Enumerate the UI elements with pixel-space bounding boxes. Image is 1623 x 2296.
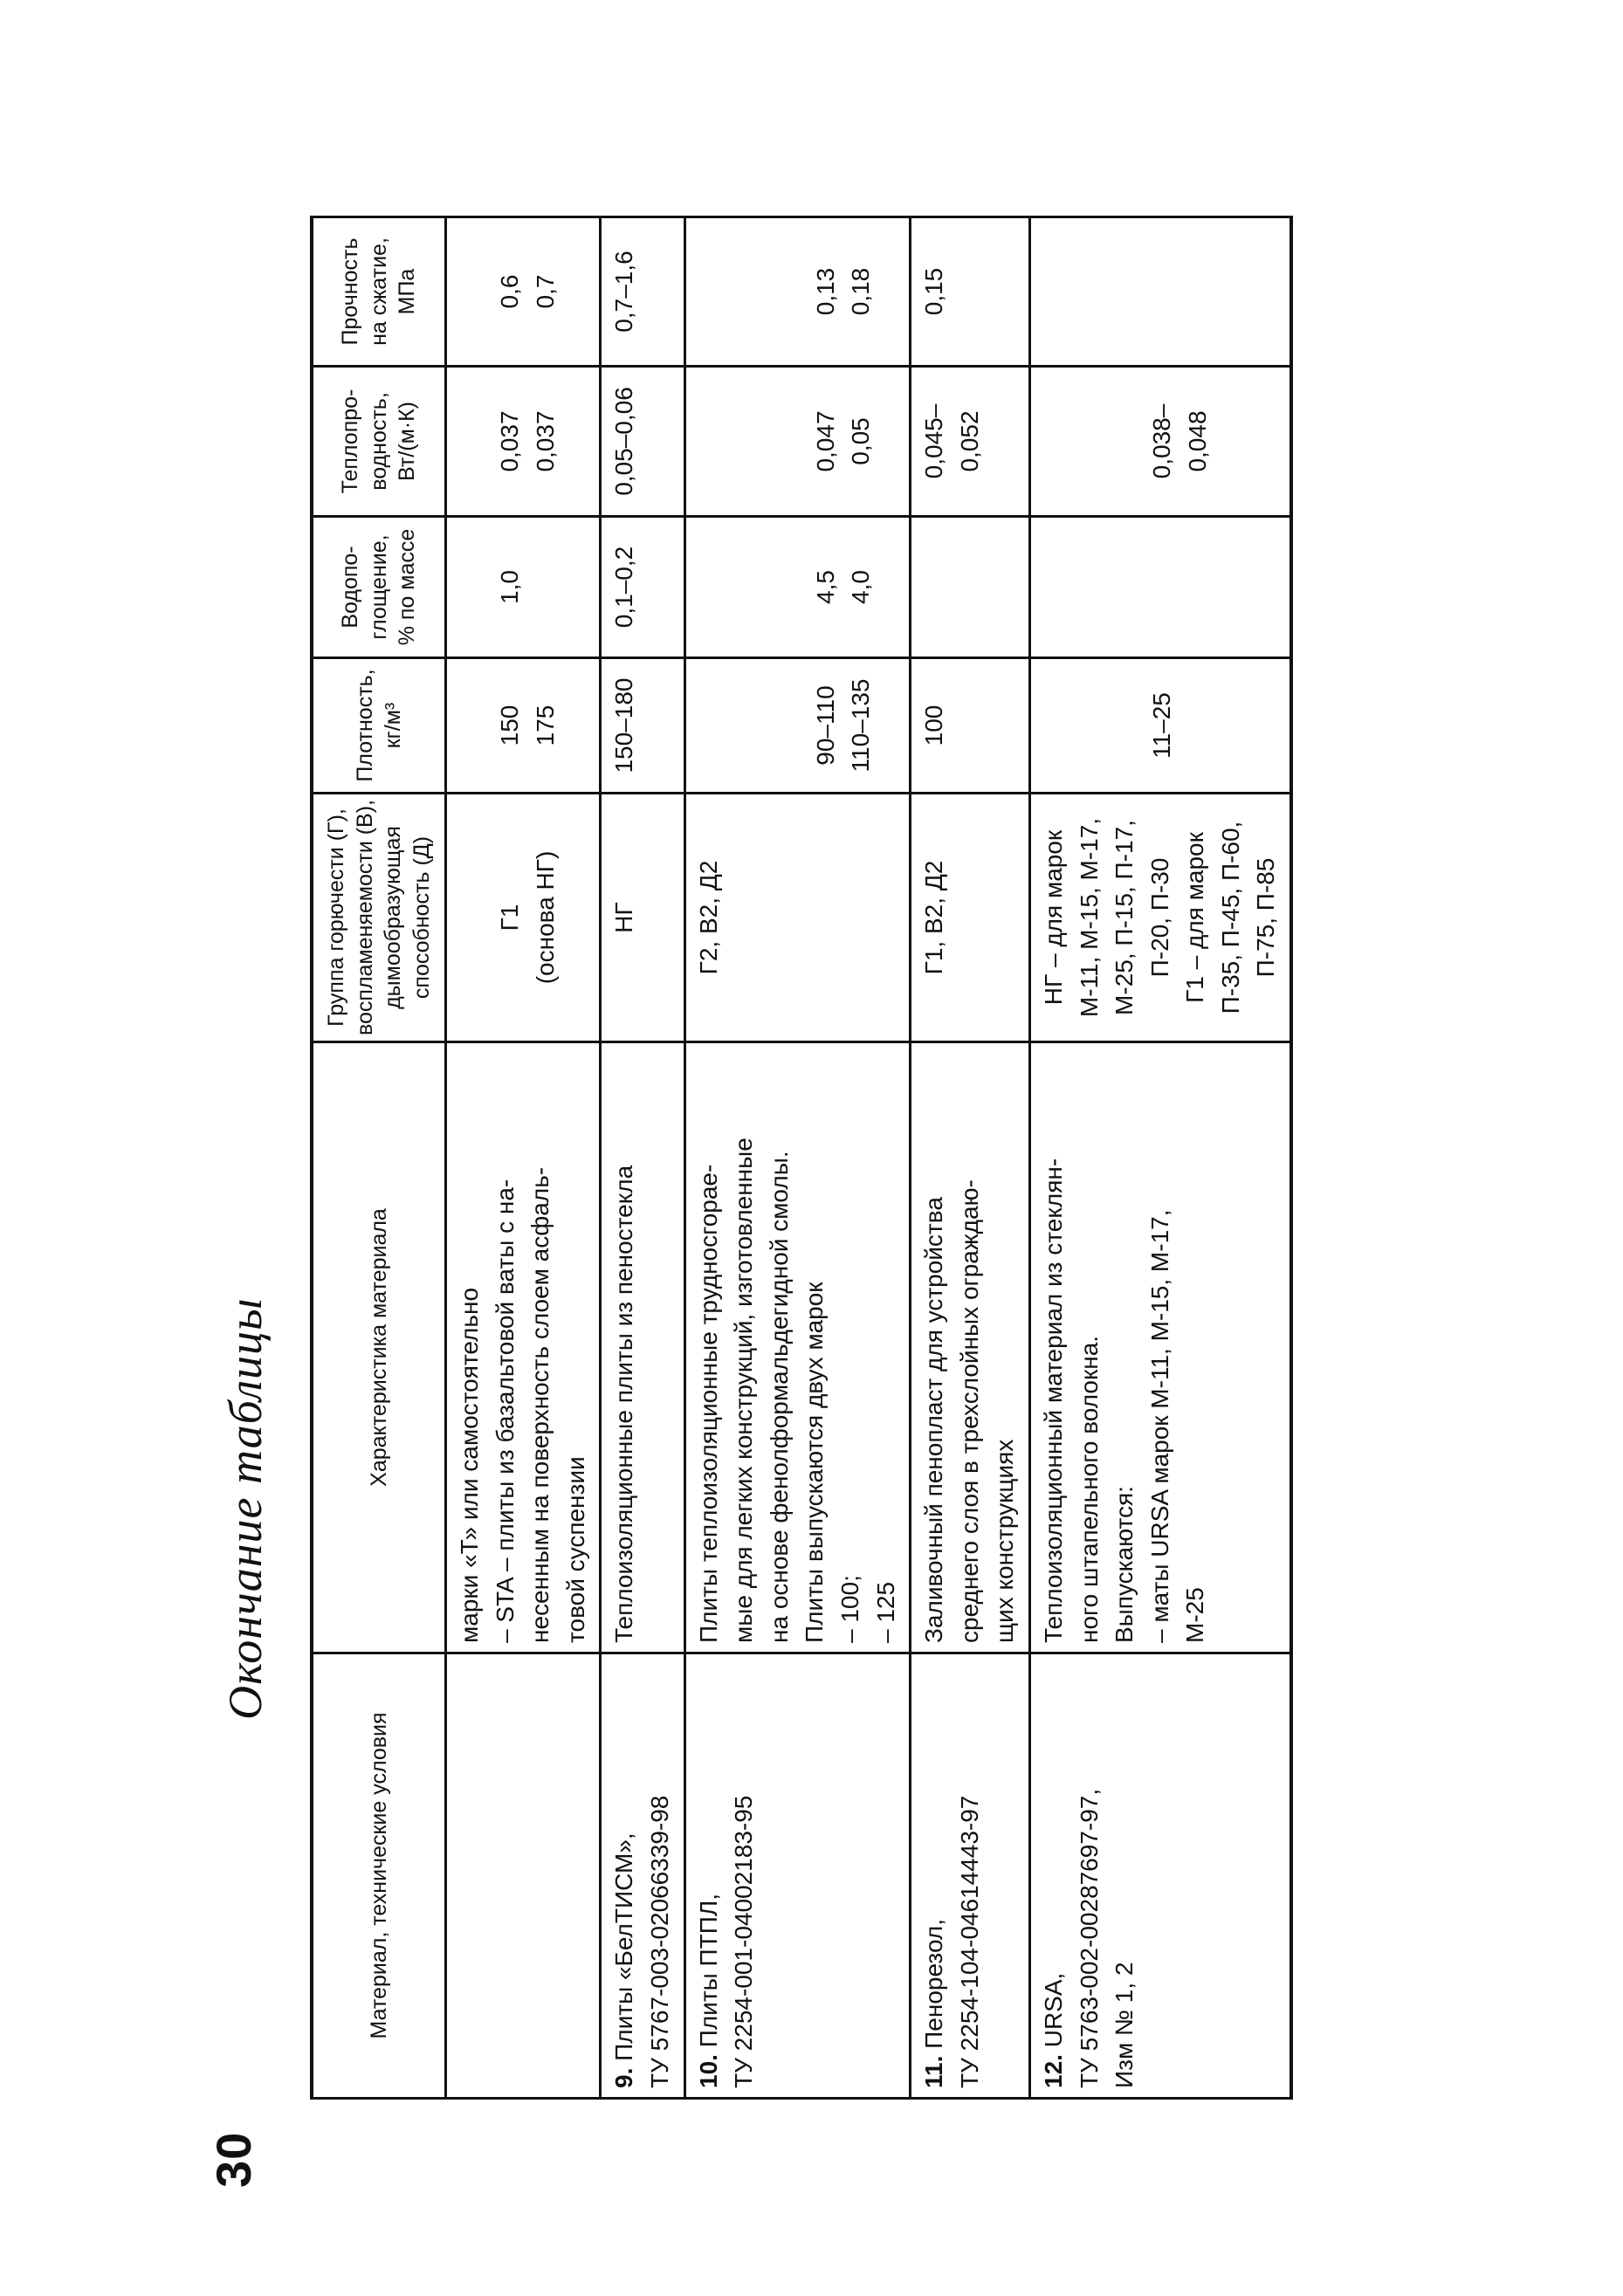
header-characteristic: Характеристика материала (312, 1042, 446, 1653)
material-number: 12. (1039, 2054, 1067, 2088)
text-line: мые для легких конструкций, изготовленные (730, 1138, 758, 1643)
materials-table (310, 216, 1293, 2100)
text-line: ТУ 2254-104-04614443-97 (955, 1795, 983, 2088)
cell-strength (684, 217, 911, 367)
table-header-row (312, 217, 446, 2099)
text-line: Плиты ПТПЛ, (694, 1893, 722, 2048)
cell-strength (446, 217, 601, 367)
text-line: М-11, М-15, М-17, (1075, 817, 1103, 1018)
cell-characteristic (1029, 1042, 1291, 1653)
cell-conductivity (684, 367, 911, 517)
cell-characteristic (911, 1042, 1030, 1653)
text-line: Теплоизоляционный материал из стеклян- (1039, 1158, 1067, 1643)
text-line: (основа НГ) (531, 850, 559, 985)
material-number: 9. (610, 2067, 638, 2088)
text-line: Г1 (496, 904, 523, 931)
text-line: 0,18 (847, 267, 875, 316)
text-line: 0,047 (811, 410, 839, 472)
cell-flammability (446, 794, 601, 1042)
text-line: – маты URSA марок М-11, М-15, М-17, (1145, 1209, 1173, 1643)
cell-water-absorption (1029, 517, 1291, 658)
text-line: НГ – для марок (1039, 829, 1067, 1006)
cell-material (911, 1653, 1030, 2099)
cell-characteristic (684, 1042, 911, 1653)
text-line: товой суспензии (561, 1456, 589, 1643)
cell-density (684, 658, 911, 794)
cell-density (446, 658, 601, 794)
text-line: на основе фенолформальдегидной смолы. (765, 1151, 793, 1643)
text-line: 0,05 (847, 417, 875, 465)
material-number: 11. (920, 2055, 948, 2088)
text-line: – STA – плиты из базальтовой ваты с на- (491, 1179, 519, 1643)
text-line: 0,6 (496, 274, 523, 309)
table-row (446, 217, 601, 2099)
header-density: Плотность, кг/м³ (312, 658, 446, 794)
text-line: 90–110 (811, 685, 839, 766)
cell-water-absorption (911, 517, 1030, 658)
text-line: 150 (496, 705, 523, 746)
cell-conductivity (1029, 367, 1291, 517)
text-line: марки «Т» или самостоятельно (456, 1287, 483, 1643)
cell-conductivity (601, 367, 684, 517)
cell-density (1029, 658, 1291, 794)
cell-material (684, 1653, 911, 2099)
cell-flammability (911, 794, 1030, 1042)
header-conductivity: Теплопро-водность, Вт/(м·К) (312, 367, 446, 517)
table-row (601, 217, 684, 2099)
text-line: 1,0 (496, 570, 523, 604)
header-strength: Прочность на сжатие, МПа (312, 217, 446, 367)
text-line: М-25, П-15, П-17, (1111, 820, 1138, 1015)
text-line: П-20, П-30 (1145, 857, 1173, 978)
header-material: Материал, технические условия (312, 1653, 446, 2099)
text-line: ного штапельного волокна. (1075, 1335, 1103, 1643)
cell-density (601, 658, 684, 794)
text-line: 4,5 (811, 570, 839, 604)
text-line: Г2, В2, Д2 (694, 860, 722, 975)
text-line: 175 (531, 705, 559, 746)
text-line: 0,15 (920, 267, 948, 316)
text-line: 0,13 (811, 267, 839, 316)
cell-conductivity (911, 367, 1030, 517)
cell-conductivity (446, 367, 601, 517)
text-line: 0,052 (955, 410, 983, 472)
text-line: 0,037 (496, 410, 523, 472)
text-line: Пенорезол, (920, 1918, 948, 2049)
text-line: Выпускаются: (1111, 1486, 1138, 1643)
cell-characteristic (601, 1042, 684, 1653)
cell-material (1029, 1653, 1291, 2099)
cell-strength (601, 217, 684, 367)
text-line: ТУ 5763-002-00287697-97, (1075, 1788, 1103, 2088)
cell-water-absorption (446, 517, 601, 658)
text-line: 0,1–0,2 (610, 546, 638, 629)
page-number: 30 (206, 2131, 261, 2188)
text-line: щих конструкциях (991, 1439, 1019, 1643)
text-line: Плиты выпускаются двух марок (801, 1282, 829, 1643)
text-line: Изм № 1, 2 (1111, 1962, 1138, 2088)
text-line: П-75, П-85 (1252, 857, 1280, 978)
cell-flammability (684, 794, 911, 1042)
cell-water-absorption (601, 517, 684, 658)
cell-water-absorption (684, 517, 911, 658)
cell-density (911, 658, 1030, 794)
header-water-absorption: Водопо-глощение, % по массе (312, 517, 446, 658)
cell-flammability (601, 794, 684, 1042)
table-row (911, 217, 1030, 2099)
text-line: URSA, (1039, 1972, 1067, 2048)
cell-strength (911, 217, 1030, 367)
running-title: Окончание таблицы (219, 1297, 272, 1720)
text-line: Заливочный пенопласт для устройства (920, 1197, 948, 1643)
text-line: НГ (610, 902, 638, 933)
table-row (1029, 217, 1291, 2099)
text-line: 110–135 (847, 678, 875, 773)
text-line: 0,045– (920, 403, 948, 479)
text-line: 0,7–1,6 (610, 251, 638, 333)
text-line: П-35, П-45, П-60, (1216, 821, 1244, 1014)
header-flammability: Группа горючести (Г), воспламеняемости (В), дымообразующая способность (Д) (312, 794, 446, 1042)
text-line: Плиты «БелТИСМ», (610, 1832, 638, 2061)
text-line: 0,038– (1147, 403, 1175, 479)
text-line: 100 (920, 705, 948, 746)
text-line: ТУ 5767-003-02066339-98 (645, 1795, 673, 2088)
cell-flammability (1029, 794, 1291, 1042)
text-line: – 100; (836, 1575, 863, 1643)
cell-strength (1029, 217, 1291, 367)
cell-characteristic (446, 1042, 601, 1653)
text-line: – 125 (871, 1581, 899, 1643)
cell-material (601, 1653, 684, 2099)
text-line: ТУ 2254-001-04002183-95 (730, 1795, 758, 2088)
text-line: 0,7 (531, 274, 559, 309)
text-line: 4,0 (847, 570, 875, 604)
text-line: Г1, В2, Д2 (920, 860, 948, 975)
text-line: Г1 – для марок (1181, 832, 1209, 1003)
text-line: Теплоизоляционные плиты из пеностекла (610, 1165, 638, 1643)
text-line: М-25 (1181, 1587, 1209, 1643)
text-line: 11–25 (1147, 692, 1175, 759)
cell-material (446, 1653, 601, 2099)
material-number: 10. (694, 2054, 722, 2088)
text-line: несенным на поверхность слоем асфаль- (526, 1166, 554, 1643)
table-row (684, 217, 911, 2099)
text-line: среднего слоя в трехслойных ограждаю- (955, 1179, 983, 1643)
text-line: 0,048 (1183, 410, 1211, 472)
text-line: 0,037 (531, 410, 559, 472)
text-line: 150–180 (610, 677, 638, 773)
text-line: Плиты теплоизоляционные трудносгорае- (694, 1164, 722, 1643)
text-line: 0,05–0,06 (610, 387, 638, 496)
